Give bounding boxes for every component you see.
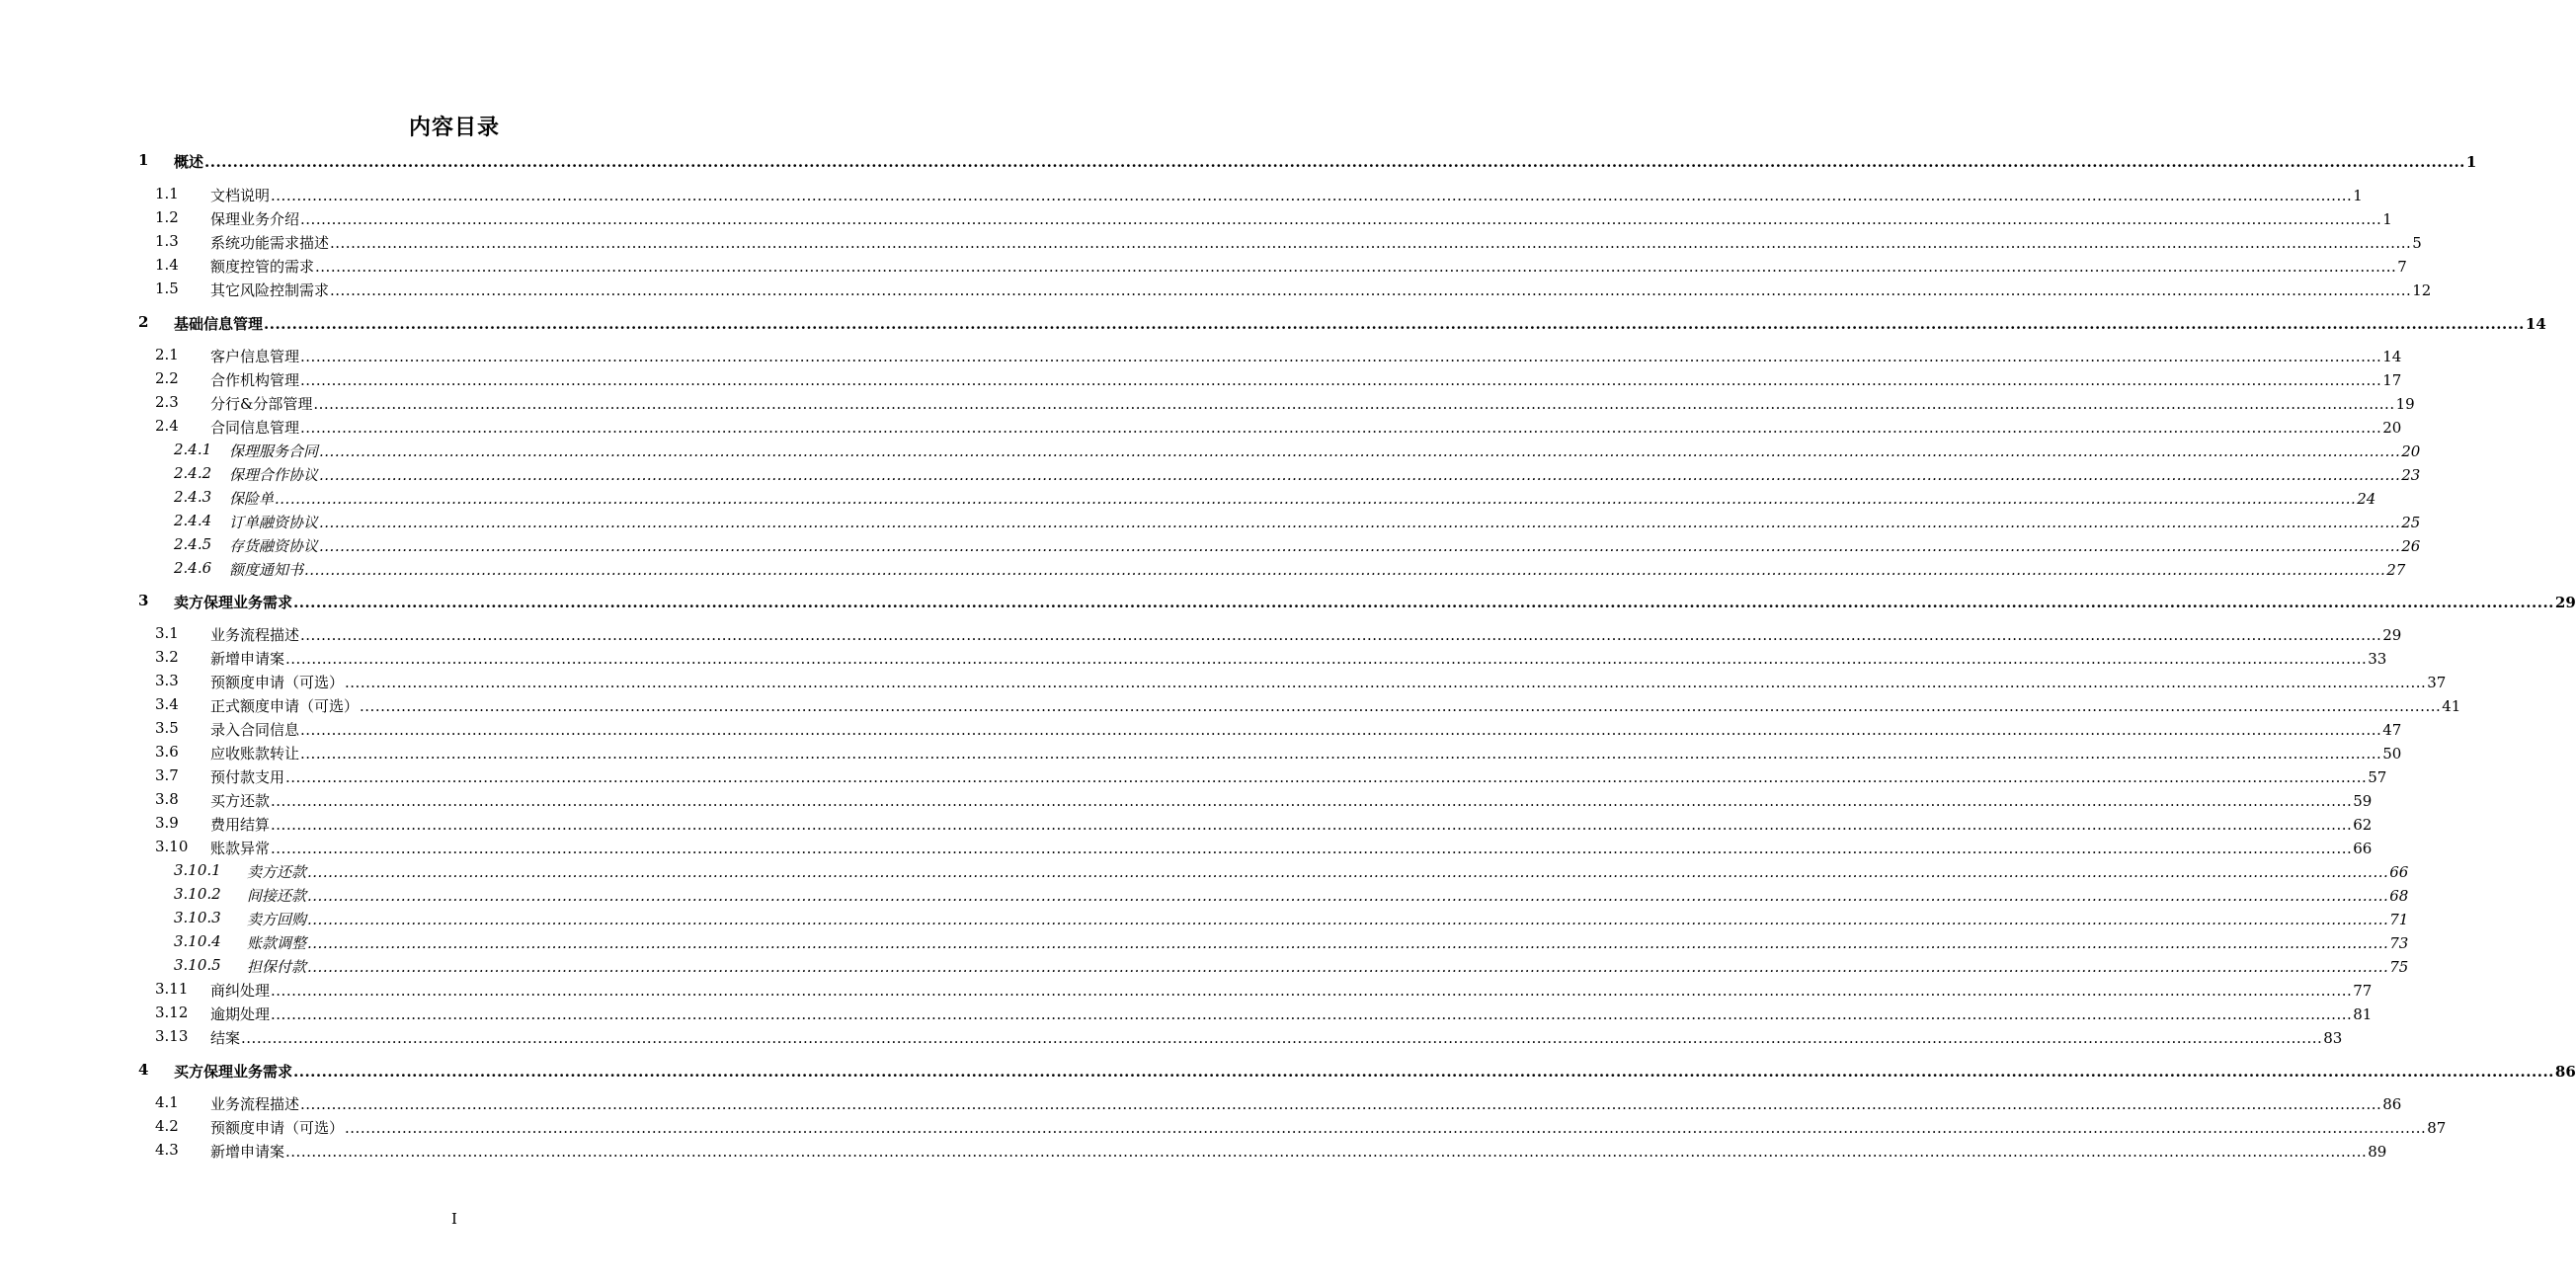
toc-entry-title: 业务流程描述 <box>210 626 300 644</box>
dot-leader: ................................................................................................................................................................................................................................................................................................................................................................................................................ <box>313 395 2395 413</box>
toc-entry-number: 2.4.5 <box>174 535 212 553</box>
dot-leader: ................................................................................................................................................................................................................................................................................................................................................................................................................ <box>315 258 2397 276</box>
toc-entry-title: 概述 <box>174 153 204 171</box>
toc-entry-page: 68 <box>2389 887 2409 905</box>
toc-entry[interactable] <box>0 672 2447 695</box>
toc-entry[interactable] <box>0 766 2387 790</box>
toc-entry-title: 费用结算 <box>210 816 271 834</box>
toc-entry-page: 75 <box>2389 958 2409 976</box>
toc-entry[interactable] <box>0 1061 2576 1084</box>
toc-entry[interactable] <box>0 790 2373 814</box>
toc-entry-title: 文档说明 <box>210 187 271 204</box>
dot-leader: ................................................................................................................................................................................................................................................................................................................................................................................................................ <box>271 187 2353 204</box>
dot-leader: ................................................................................................................................................................................................................................................................................................................................................................................................................ <box>300 1095 2382 1113</box>
dot-leader: ................................................................................................................................................................................................................................................................................................................................................................................................................ <box>264 315 2525 333</box>
toc-entry-title: 录入合同信息 <box>210 721 300 739</box>
toc-entry-title: 结案 <box>210 1029 241 1047</box>
toc-entry-page: 20 <box>2401 442 2421 460</box>
toc-entry-number: 3.10.5 <box>174 956 221 974</box>
toc-entry-title: 卖方还款 <box>247 863 307 881</box>
toc-entry-page: 27 <box>2386 561 2406 579</box>
toc-entry-title: 基础信息管理 <box>174 315 264 333</box>
toc-entry-page: 87 <box>2427 1119 2447 1137</box>
page-title: 内容目录 <box>408 115 500 140</box>
toc-entry[interactable] <box>0 885 2409 909</box>
toc-entry-number: 3.9 <box>155 814 179 832</box>
toc-entry-title: 应收账款转让 <box>210 745 300 763</box>
dot-leader: ................................................................................................................................................................................................................................................................................................................................................................................................................ <box>360 697 2442 715</box>
toc-entry[interactable] <box>0 956 2409 980</box>
toc-entry-title: 额度通知书 <box>229 561 304 579</box>
dot-leader: ................................................................................................................................................................................................................................................................................................................................................................................................................ <box>307 911 2389 928</box>
toc-entry-title: 账款异常 <box>210 840 271 857</box>
toc-entry-title: 分行&分部管理 <box>210 395 313 413</box>
dot-leader: ................................................................................................................................................................................................................................................................................................................................................................................................................ <box>300 626 2382 644</box>
toc-entry-title: 新增申请案 <box>210 1143 285 1161</box>
toc-entry-title: 间接还款 <box>247 887 307 905</box>
dot-leader: ................................................................................................................................................................................................................................................................................................................................................................................................................ <box>304 561 2386 579</box>
toc-entry-title: 卖方回购 <box>247 911 307 928</box>
toc-entry-number: 3.10.1 <box>174 861 221 879</box>
toc-entry-number: 3.10.4 <box>174 932 221 950</box>
toc-entry-title: 订单融资协议 <box>229 514 319 531</box>
toc-entry-number: 4.2 <box>155 1117 179 1135</box>
toc-entry[interactable] <box>0 648 2387 672</box>
toc-entry[interactable] <box>0 980 2373 1004</box>
toc-entry[interactable] <box>0 559 2406 583</box>
toc-entry[interactable] <box>0 369 2402 393</box>
toc-entry[interactable] <box>0 592 2576 615</box>
toc-entry[interactable] <box>0 814 2373 838</box>
dot-leader: ................................................................................................................................................................................................................................................................................................................................................................................................................ <box>319 442 2401 460</box>
toc-entry-title: 商纠处理 <box>210 982 271 1000</box>
toc-entry-number: 1.5 <box>155 280 179 297</box>
dot-leader: ................................................................................................................................................................................................................................................................................................................................................................................................................ <box>293 1063 2554 1081</box>
toc-entry-title: 其它风险控制需求 <box>210 281 330 299</box>
toc-entry-number: 1.4 <box>155 256 179 274</box>
toc-entry-page: 77 <box>2353 982 2373 1000</box>
toc-entry-page: 81 <box>2353 1005 2373 1023</box>
toc-entry-number: 2.1 <box>155 346 179 363</box>
toc-entry[interactable] <box>0 1027 2343 1051</box>
toc-entry-page: 57 <box>2368 768 2387 786</box>
toc-entry-title: 合作机构管理 <box>210 371 300 389</box>
dot-leader: ................................................................................................................................................................................................................................................................................................................................................................................................................ <box>293 594 2554 611</box>
toc-entry[interactable] <box>0 313 2546 337</box>
toc-entry-page: 47 <box>2382 721 2402 739</box>
dot-leader: ................................................................................................................................................................................................................................................................................................................................................................................................................ <box>285 1143 2368 1161</box>
toc-entry[interactable] <box>0 1117 2447 1141</box>
toc-entry-title: 新增申请案 <box>210 650 285 668</box>
toc-entry[interactable] <box>0 488 2376 512</box>
toc-entry-number: 2.2 <box>155 369 179 387</box>
toc-entry-page: 20 <box>2382 419 2402 437</box>
toc-entry[interactable] <box>0 719 2402 743</box>
toc-entry-title: 买方保理业务需求 <box>174 1063 293 1081</box>
toc-entry-number: 2 <box>138 313 149 331</box>
toc-entry-number: 3.6 <box>155 743 179 761</box>
toc-entry-title: 正式额度申请（可选） <box>210 697 360 715</box>
toc-entry-title: 业务流程描述 <box>210 1095 300 1113</box>
dot-leader: ................................................................................................................................................................................................................................................................................................................................................................................................................ <box>300 721 2382 739</box>
toc-entry-number: 3 <box>138 592 149 609</box>
toc-entry[interactable] <box>0 838 2373 861</box>
toc-entry-title: 预额度申请（可选） <box>210 1119 345 1137</box>
dot-leader: ................................................................................................................................................................................................................................................................................................................................................................................................................ <box>271 792 2353 810</box>
toc-entry[interactable] <box>0 1141 2387 1165</box>
toc-entry-page: 86 <box>2554 1063 2576 1081</box>
toc-entry-number: 1.2 <box>155 208 179 226</box>
toc-entry-title: 系统功能需求描述 <box>210 234 330 252</box>
toc-entry-title: 客户信息管理 <box>210 348 300 365</box>
toc-entry-title: 预付款支用 <box>210 768 285 786</box>
toc-entry-number: 3.2 <box>155 648 179 666</box>
toc-entry[interactable] <box>0 208 2392 232</box>
toc-entry-title: 担保付款 <box>247 958 307 976</box>
toc-entry[interactable] <box>0 1004 2373 1027</box>
toc-entry-page: 26 <box>2401 537 2421 555</box>
toc-entry[interactable] <box>0 232 2422 256</box>
toc-entry[interactable] <box>0 464 2421 488</box>
dot-leader: ................................................................................................................................................................................................................................................................................................................................................................................................................ <box>330 234 2412 252</box>
toc-entry-number: 3.5 <box>155 719 179 737</box>
toc-entry-number: 2.4.3 <box>174 488 212 506</box>
toc-entry[interactable] <box>0 909 2409 932</box>
toc-entry-page: 29 <box>2554 594 2576 611</box>
toc-entry[interactable] <box>0 1093 2402 1117</box>
toc-entry[interactable] <box>0 346 2402 369</box>
dot-leader: ................................................................................................................................................................................................................................................................................................................................................................................................................ <box>330 281 2412 299</box>
dot-leader: ................................................................................................................................................................................................................................................................................................................................................................................................................ <box>300 419 2382 437</box>
toc-entry-title: 逾期处理 <box>210 1005 271 1023</box>
toc-entry-number: 3.13 <box>155 1027 189 1045</box>
toc-entry-number: 1.3 <box>155 232 179 250</box>
dot-leader: ................................................................................................................................................................................................................................................................................................................................................................................................................ <box>319 514 2401 531</box>
toc-entry-number: 3.1 <box>155 624 179 642</box>
toc-entry[interactable] <box>0 441 2421 464</box>
toc-entry[interactable] <box>0 256 2407 280</box>
toc-entry-page: 19 <box>2395 395 2415 413</box>
toc-entry-title: 保险单 <box>229 490 275 508</box>
toc-entry-number: 4 <box>138 1061 149 1079</box>
toc-entry-page: 14 <box>2382 348 2402 365</box>
toc-entry-number: 1.1 <box>155 185 179 202</box>
toc-entry-number: 2.4.1 <box>174 441 212 458</box>
toc-entry-number: 3.10 <box>155 838 189 855</box>
toc-entry-page: 24 <box>2357 490 2376 508</box>
toc-entry[interactable] <box>0 151 2477 175</box>
toc-entry-number: 3.12 <box>155 1004 189 1021</box>
dot-leader: ................................................................................................................................................................................................................................................................................................................................................................................................................ <box>285 650 2368 668</box>
toc-entry-title: 账款调整 <box>247 934 307 952</box>
toc-entry-page: 5 <box>2412 234 2422 252</box>
toc-entry-title: 额度控管的需求 <box>210 258 315 276</box>
toc-entry-page: 7 <box>2397 258 2407 276</box>
toc-entry-page: 14 <box>2525 315 2546 333</box>
dot-leader: ................................................................................................................................................................................................................................................................................................................................................................................................................ <box>271 840 2353 857</box>
toc-entry-title: 合同信息管理 <box>210 419 300 437</box>
toc-entry-number: 4.1 <box>155 1093 179 1111</box>
dot-leader: ................................................................................................................................................................................................................................................................................................................................................................................................................ <box>275 490 2357 508</box>
dot-leader: ................................................................................................................................................................................................................................................................................................................................................................................................................ <box>307 863 2389 881</box>
dot-leader: ................................................................................................................................................................................................................................................................................................................................................................................................................ <box>300 371 2382 389</box>
toc-entry-page: 83 <box>2323 1029 2343 1047</box>
dot-leader: ................................................................................................................................................................................................................................................................................................................................................................................................................ <box>204 153 2465 171</box>
dot-leader: ................................................................................................................................................................................................................................................................................................................................................................................................................ <box>300 745 2382 763</box>
toc-entry-title: 买方还款 <box>210 792 271 810</box>
toc-entry-number: 3.11 <box>155 980 189 998</box>
toc-entry-page: 66 <box>2389 863 2409 881</box>
toc-entry[interactable] <box>0 280 2432 303</box>
toc-entry-page: 73 <box>2389 934 2409 952</box>
dot-leader: ................................................................................................................................................................................................................................................................................................................................................................................................................ <box>241 1029 2323 1047</box>
toc-entry-page: 23 <box>2401 466 2421 484</box>
dot-leader: ................................................................................................................................................................................................................................................................................................................................................................................................................ <box>319 537 2401 555</box>
dot-leader: ................................................................................................................................................................................................................................................................................................................................................................................................................ <box>271 982 2353 1000</box>
toc-entry-number: 3.8 <box>155 790 179 808</box>
toc-entry[interactable] <box>0 695 2461 719</box>
toc-entry-title: 卖方保理业务需求 <box>174 594 293 611</box>
toc-entry-number: 4.3 <box>155 1141 179 1159</box>
toc-entry-title: 预额度申请（可选） <box>210 674 345 691</box>
toc-entry-number: 3.7 <box>155 766 179 784</box>
toc-entry-page: 59 <box>2353 792 2373 810</box>
toc-entry-page: 50 <box>2382 745 2402 763</box>
dot-leader: ................................................................................................................................................................................................................................................................................................................................................................................................................ <box>319 466 2401 484</box>
toc-entry-page: 29 <box>2382 626 2402 644</box>
toc-entry-page: 25 <box>2401 514 2421 531</box>
toc-entry-page: 86 <box>2382 1095 2402 1113</box>
toc-entry-page: 37 <box>2427 674 2447 691</box>
dot-leader: ................................................................................................................................................................................................................................................................................................................................................................................................................ <box>285 768 2368 786</box>
toc-entry-page: 12 <box>2412 281 2432 299</box>
toc-entry-title: 存货融资协议 <box>229 537 319 555</box>
dot-leader: ................................................................................................................................................................................................................................................................................................................................................................................................................ <box>271 816 2353 834</box>
toc-entry[interactable] <box>0 512 2421 535</box>
dot-leader: ................................................................................................................................................................................................................................................................................................................................................................................................................ <box>307 887 2389 905</box>
toc-entry-page: 71 <box>2389 911 2409 928</box>
dot-leader: ................................................................................................................................................................................................................................................................................................................................................................................................................ <box>345 674 2427 691</box>
toc-entry-page: 1 <box>2353 187 2363 204</box>
toc-entry-number: 2.3 <box>155 393 179 411</box>
toc-entry[interactable] <box>0 743 2402 766</box>
toc-entry[interactable] <box>0 932 2409 956</box>
toc-entry[interactable] <box>0 535 2421 559</box>
page-number: I <box>451 1210 457 1228</box>
toc-entry-page: 41 <box>2442 697 2461 715</box>
dot-leader: ................................................................................................................................................................................................................................................................................................................................................................................................................ <box>300 210 2382 228</box>
toc-entry-number: 3.10.3 <box>174 909 221 926</box>
toc-entry-page: 89 <box>2368 1143 2387 1161</box>
toc-entry[interactable] <box>0 861 2409 885</box>
toc-entry-number: 2.4 <box>155 417 179 435</box>
dot-leader: ................................................................................................................................................................................................................................................................................................................................................................................................................ <box>345 1119 2427 1137</box>
toc-entry-number: 2.4.2 <box>174 464 212 482</box>
toc-entry-page: 62 <box>2353 816 2373 834</box>
dot-leader: ................................................................................................................................................................................................................................................................................................................................................................................................................ <box>300 348 2382 365</box>
toc-entry-title: 保理业务介绍 <box>210 210 300 228</box>
toc-entry-number: 3.3 <box>155 672 179 689</box>
toc-entry-title: 保理服务合同 <box>229 442 319 460</box>
toc-entry-page: 33 <box>2368 650 2387 668</box>
toc-entry-page: 17 <box>2382 371 2402 389</box>
toc-entry-page: 1 <box>2465 153 2477 171</box>
toc-entry[interactable] <box>0 624 2402 648</box>
toc-entry[interactable] <box>0 393 2415 417</box>
toc-entry[interactable] <box>0 417 2402 441</box>
toc-entry-page: 66 <box>2353 840 2373 857</box>
toc-entry-number: 3.10.2 <box>174 885 221 903</box>
toc-entry-number: 2.4.4 <box>174 512 212 529</box>
dot-leader: ................................................................................................................................................................................................................................................................................................................................................................................................................ <box>271 1005 2353 1023</box>
dot-leader: ................................................................................................................................................................................................................................................................................................................................................................................................................ <box>307 934 2389 952</box>
toc-entry-title: 保理合作协议 <box>229 466 319 484</box>
toc-entry-page: 1 <box>2382 210 2392 228</box>
dot-leader: ................................................................................................................................................................................................................................................................................................................................................................................................................ <box>307 958 2389 976</box>
toc-entry[interactable] <box>0 185 2363 208</box>
toc-entry-number: 2.4.6 <box>174 559 212 577</box>
toc-entry-number: 3.4 <box>155 695 179 713</box>
toc-entry-number: 1 <box>138 151 149 169</box>
